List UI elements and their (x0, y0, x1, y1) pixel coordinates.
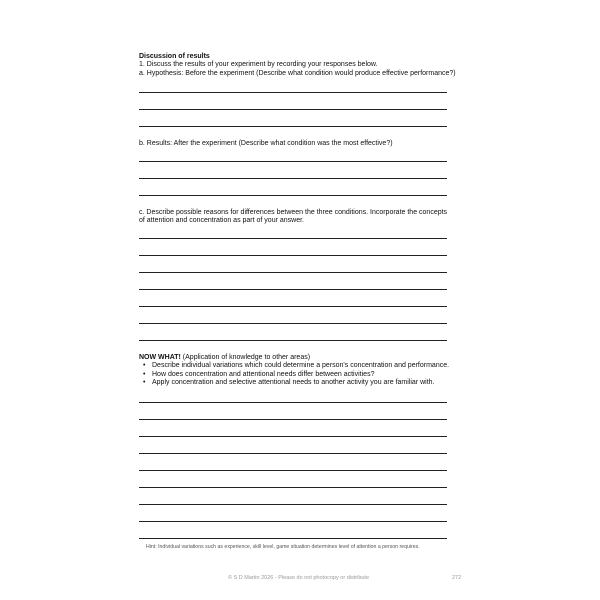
answer-line-a1[interactable] (139, 92, 447, 93)
answer-line-n7[interactable] (139, 504, 447, 505)
answer-line-c2[interactable] (139, 255, 447, 256)
answer-line-a2[interactable] (139, 109, 447, 110)
now-what-heading: NOW WHAT! (139, 354, 181, 361)
answer-line-n5[interactable] (139, 470, 447, 471)
answer-line-a3[interactable] (139, 126, 447, 127)
hint-text: Hint: Individual variations such as experience, skill level, game situation determines level of attention a person requires. (146, 544, 420, 550)
answer-line-n6[interactable] (139, 487, 447, 488)
answer-line-n2[interactable] (139, 419, 447, 420)
question-b: b. Results: After the experiment (Describe what condition was the most effective?) (139, 140, 393, 147)
now-what-bullet-list (139, 362, 449, 388)
now-what-heading-row (139, 353, 310, 362)
answer-line-n4[interactable] (139, 453, 447, 454)
answer-line-b1[interactable] (139, 161, 447, 162)
now-what-subheading: (Application of knowledge to other areas) (180, 354, 311, 361)
answer-line-c3[interactable] (139, 272, 447, 273)
question-c-line1: c. Describe possible reasons for differences between the three conditions. Incorporate the concepts (139, 209, 448, 216)
bullet-item: • Apply concentration and selective attentional needs to another activity you are familiar with. (139, 379, 449, 388)
footer-copyright: © S D Martin 2026 - Please do not photocopy or distribute (228, 575, 370, 581)
footer-page-number: 272 (452, 575, 462, 581)
question-c-line2: of attention and concentration as part of your answer. (139, 217, 304, 224)
discussion-heading: Discussion of results (139, 53, 210, 60)
answer-line-c1[interactable] (139, 238, 447, 239)
question-a: a. Hypothesis: Before the experiment (Describe what condition would produce effective performance?) (139, 70, 456, 77)
answer-line-b2[interactable] (139, 178, 447, 179)
discussion-intro: 1. Discuss the results of your experiment by recording your responses below. (139, 61, 378, 68)
answer-line-n9[interactable] (139, 538, 447, 539)
answer-line-n3[interactable] (139, 436, 447, 437)
answer-line-b3[interactable] (139, 195, 447, 196)
bullet-item: • Describe individual variations which could determine a person's concentration and performance. (139, 362, 449, 371)
answer-line-c5[interactable] (139, 306, 447, 307)
answer-line-n1[interactable] (139, 402, 447, 403)
answer-line-c4[interactable] (139, 289, 447, 290)
bullet-item: • How does concentration and attentional needs differ between activities? (139, 371, 449, 380)
answer-line-n8[interactable] (139, 521, 447, 522)
answer-line-c6[interactable] (139, 323, 447, 324)
answer-line-c7[interactable] (139, 340, 447, 341)
